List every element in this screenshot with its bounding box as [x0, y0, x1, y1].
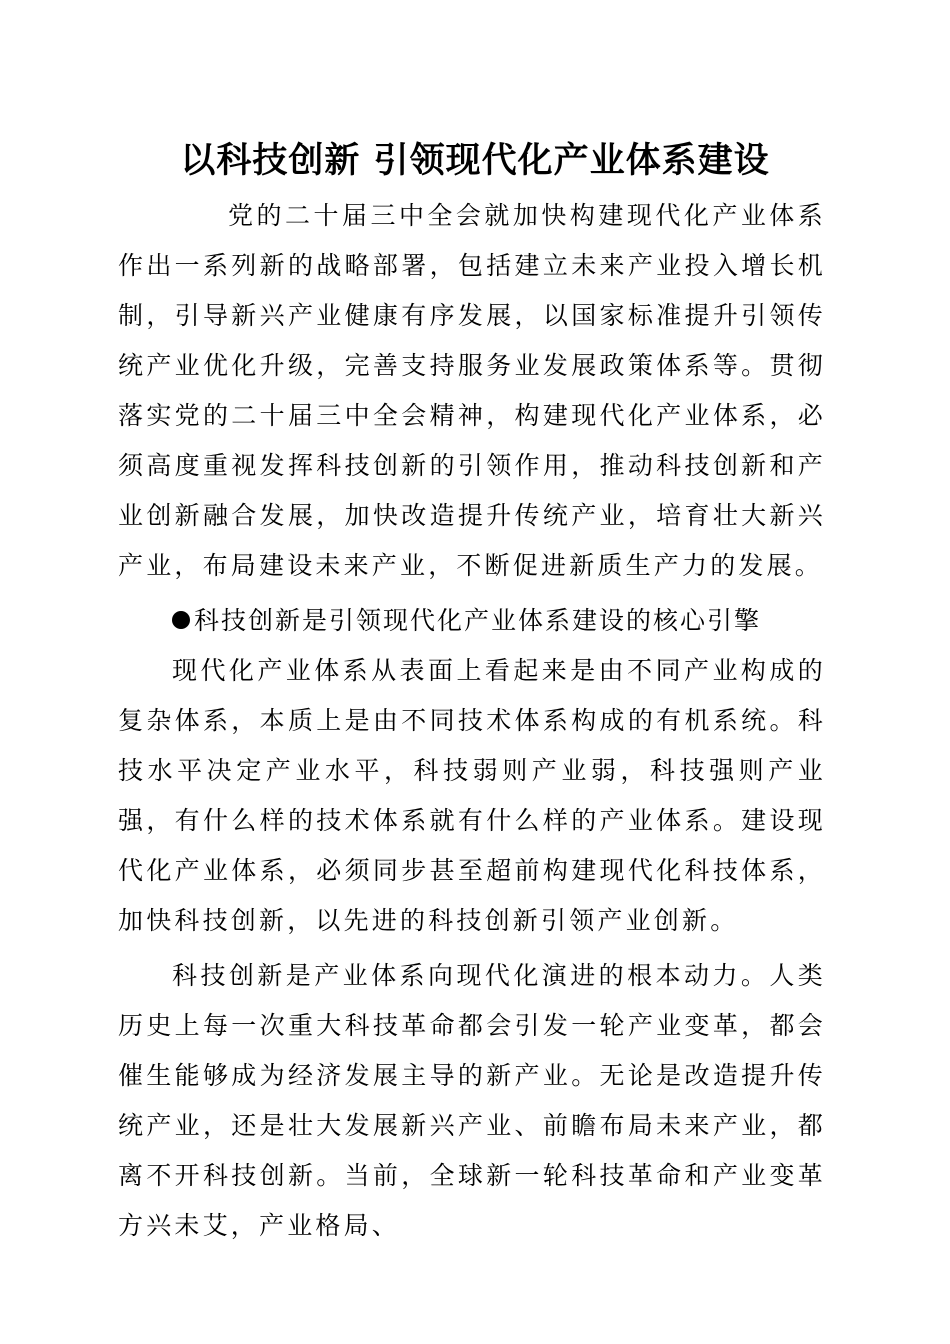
bullet-icon: [172, 611, 190, 629]
document-title: 以科技创新 引领现代化产业体系建设: [180, 141, 770, 181]
document-body: [118, 191, 826, 1251]
paragraph-intro: 党的二十届三中全会就加快构建现代化产业体系作出一系列新的战略部署，包括建立未来产业投入增长机制，引导新兴产业健康有序发展，以国家标准提升引领传统产业优化升级，完善支持服务业发展政策体系等。贯彻落实党的二十届三中全会精神，构建现代化产业体系，必须高度重视发挥科技创新的引领作用，推动科技创新和产业创新融合发展，加快改造提升传统产业，培育壮大新兴产业，布局建设未来产业，不断促进新质生产力的发展。: [118, 201, 826, 580]
section-heading-text: 科技创新是引领现代化产业体系建设的核心引擎: [194, 606, 762, 635]
section-heading: [118, 596, 826, 646]
paragraph-3: 科技创新是产业体系向现代化演进的根本动力。人类历史上每一次重大科技革命都会引发一轮产业变革，都会催生能够成为经济发展主导的新产业。无论是改造提升传统产业，还是壮大发展新兴产业、前瞻布局未来产业，都离不开科技创新。当前，全球新一轮科技革命和产业变革方兴未艾，产业格局、: [118, 961, 826, 1240]
paragraph-2: 现代化产业体系从表面上看起来是由不同产业构成的复杂体系，本质上是由不同技术体系构成的有机系统。科技水平决定产业水平，科技弱则产业弱，科技强则产业强，有什么样的技术体系就有什么样的产业体系。建设现代化产业体系，必须同步甚至超前构建现代化科技体系，加快科技创新，以先进的科技创新引领产业创新。: [118, 656, 826, 935]
